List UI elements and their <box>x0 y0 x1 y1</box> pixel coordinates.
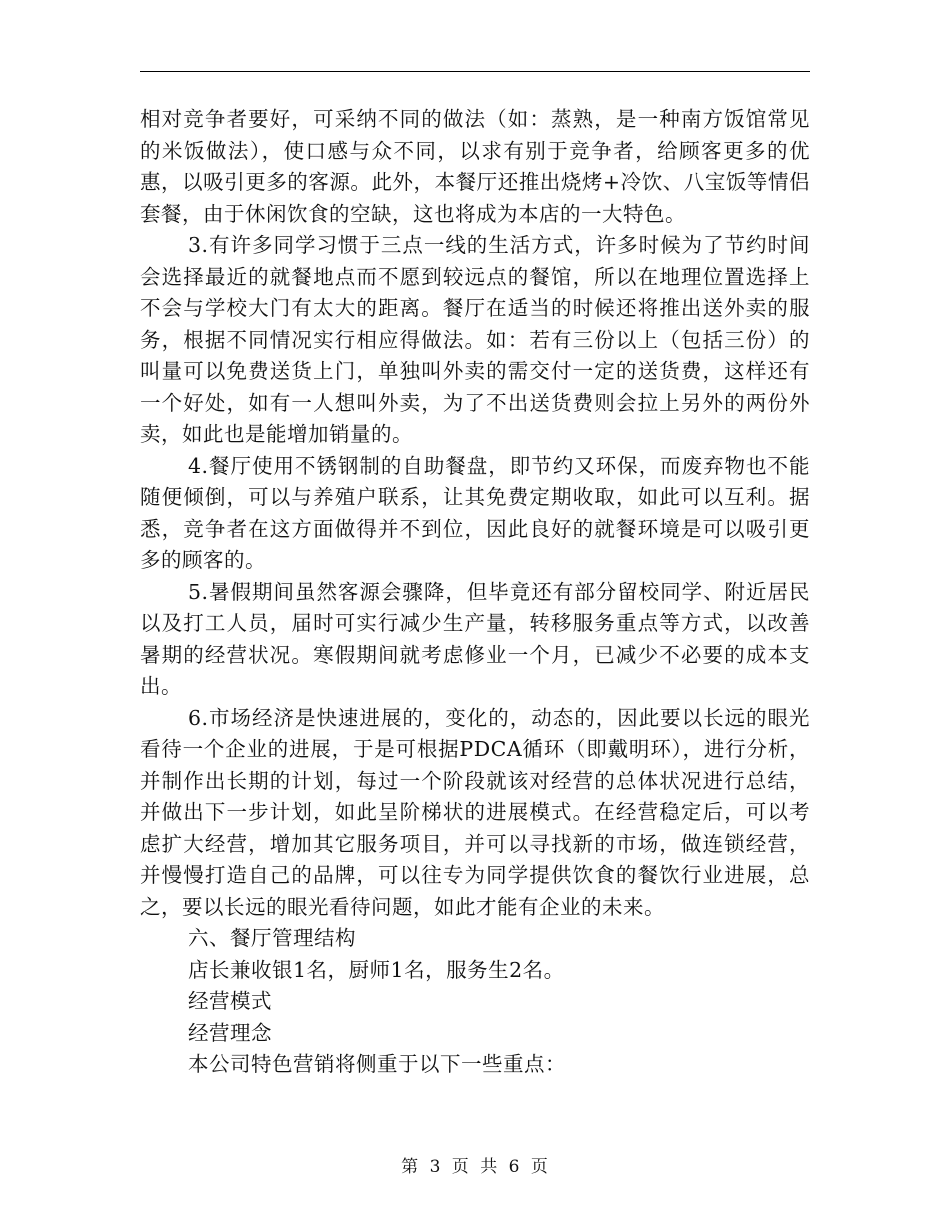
business-model-line: 经营模式 <box>188 989 272 1013</box>
section-heading: 六、餐厅管理结构 <box>188 926 356 950</box>
staff-line: 店长兼收银1名，厨师1名，服务生2名。 <box>188 957 565 982</box>
paragraph-continued: 相对竞争者要好，可采纳不同的做法（如：蒸熟，是一种南方饭馆常见的米饭做法），使口感与众不同，以求有别于竞争者，给顾客更多的优惠，以吸引更多的客源。此外，本餐厅还推出烧烤+冷饮、八宝饭等情侣套餐，由于休闲饮食的空缺，这也将成为本店的一大特色。 <box>140 107 810 226</box>
header-rule <box>140 71 810 72</box>
business-philosophy-line: 经营理念 <box>188 1020 272 1045</box>
paragraph-point-4: 4.餐厅使用不锈钢制的自助餐盘，即节约又环保，而废弃物也不能随便倾倒，可以与养殖户联系，让其免费定期收取，如此可以互利。据悉，竞争者在这方面做得并不到位，因此良好的就餐环境是可以吸引更多的顾客的。 <box>140 453 810 572</box>
marketing-focus-line: 本公司特色营销将侧重于以下一些重点： <box>188 1052 566 1076</box>
paragraph-point-6: 6.市场经济是快速进展的，变化的，动态的，因此要以长远的眼光看待一个企业的进展，于是可根据PDCA循环（即戴明环），进行分析，并制作出长期的计划，每过一个阶段就该对经营的总体状况进行总结，并做出下一步计划，如此呈阶梯状的进展模式。在经营稳定后，可以考虑扩大经营，增加其它服务项目，并可以寻找新的市场，做连锁经营，并慢慢打造自己的品牌，可以往专为同学提供饮食的餐饮行业进展，总之，要以长远的眼光看待问题，如此才能有企业的未来。 <box>140 705 810 919</box>
page-number-footer: 第 3 页 共 6 页 <box>401 1157 549 1177</box>
paragraph-point-3: 3.有许多同学习惯于三点一线的生活方式，许多时候为了节约时间会选择最近的就餐地点而不愿到较远点的餐馆，所以在地理位置选择上不会与学校大门有太大的距离。餐厅在适当的时候还将推出送外卖的服务，根据不同情况实行相应得做法。如：若有三份以上（包括三份）的叫量可以免费送货上门，单独叫外卖的需交付一定的送货费，这样还有一个好处，如有一人想叫外卖，为了不出送货费则会拉上另外的两份外卖，如此也是能增加销量的。 <box>140 233 810 446</box>
document-body <box>140 104 810 1081</box>
paragraph-point-5: 5.暑假期间虽然客源会骤降，但毕竟还有部分留校同学、附近居民以及打工人员，届时可实行减少生产量，转移服务重点等方式，以改善暑期的经营状况。寒假期间就考虑修业一个月，已减少不必要的成本支出。 <box>140 579 810 698</box>
